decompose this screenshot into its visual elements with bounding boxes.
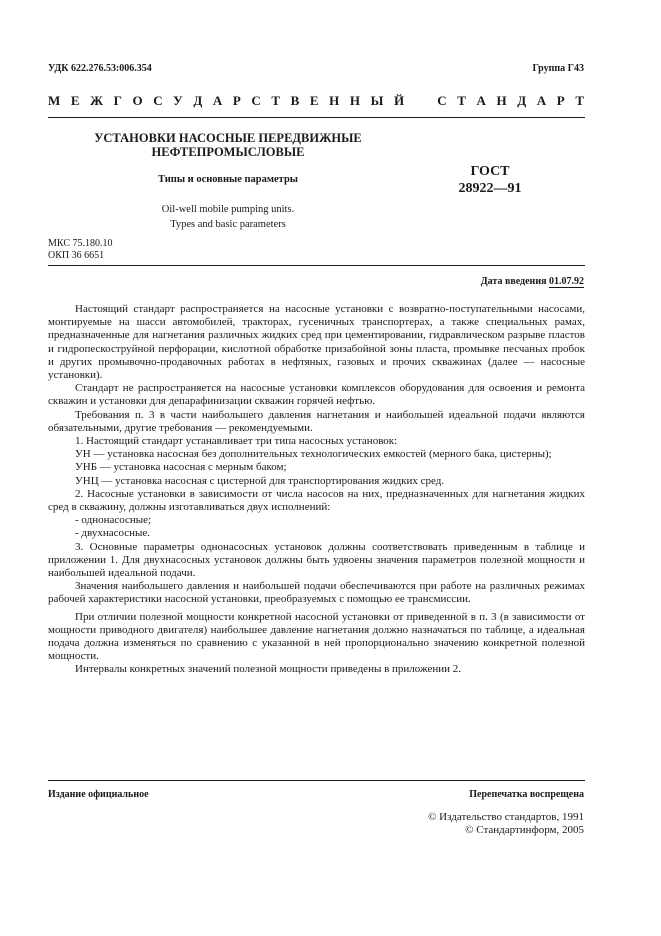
copyright-block [428,811,584,837]
heading-letter: В [290,93,300,108]
title-line-2: НЕФТЕПРОМЫСЛОВЫЕ [151,145,305,159]
heading-letter: Н [496,93,507,108]
heading-letter: Д [517,93,527,108]
mks-code: МКС 75.180.10 [48,238,113,249]
english-title-line-1: Oil-well mobile pumping units. [161,204,295,215]
title-rule [48,265,585,266]
gost-number: 28922—91 [458,181,522,196]
intro-date [481,276,584,287]
intro-date-label: Дата введения [480,276,547,287]
heading-letter: Н [329,93,340,108]
copyright-line-2: © Стандартинформ, 2005 [465,824,584,836]
heading-letter: Ж [90,93,103,108]
paragraph: 3. Основные параметры однонасосных установок должны соответствовать приведенным в таблице и приложении 1. Для двухнасосных установок должны быть удвоены значения параметров полезной мощности и наибольшей идеальной подачи. [48,540,585,580]
heading-letter: Т [575,93,584,108]
copyright-line-1: © Издательство стандартов, 1991 [428,811,584,823]
paragraph: При отличии полезной мощности конкретной насосной установки от приведенной в п. 3 (в зависимости от мощности приводного двигателя) наибольшее давление нагнетания должно назначаться по таблице, а идеальная подача должна изменяться по сравнению с указанной в ней пропорционально значению конкретной полезной мощности. [48,610,585,663]
header-rule [48,117,585,118]
document-body [48,303,585,677]
official-edition: Издание официальное [48,789,149,800]
heading-letter: А [212,93,223,108]
reprint-prohibited: Перепечатка воспрещена [469,789,584,800]
paragraph: 1. Настоящий стандарт устанавливает три типа насосных установок: [75,435,398,448]
heading-letter: С [437,93,447,108]
list-item: - однонасосные; [75,514,152,527]
title-line-1: УСТАНОВКИ НАСОСНЫЕ ПЕРЕДВИЖНЫЕ [94,131,362,145]
paragraph: 2. Насосные установки в зависимости от числа насосов на них, предназначенных для нагнетания жидких сред в скважину, должны изготавливаться двух исполнений: [48,487,585,514]
heading-letter: М [48,93,61,108]
heading-letter: Е [309,93,319,108]
heading-letter: Й [393,93,405,108]
paragraph: Значения наибольшего давления и наибольшей подачи обеспечиваются при работе на различных режимах рабочей характеристики насосной установки, преобразуемых с помощью ее трансмиссии. [48,580,585,606]
paragraph: Настоящий стандарт распространяется на насосные установки с возвратно-поступательными насосами, монтируемые на шасси автомобилей, тракторах, гусеничных транспортерах, а также специальных рамах, предназначенные для нагнетания различных жидких сред при цементировании, гидравлическом разрыве пластов и гидропескоструйной перфорации, кислотной обработке призабойной зоны пласта, промывке песчаных пробок и других промывочно-продавочных работах в нефтяных, газовых и прочих скважинах (далее — насосные установки). [48,303,585,382]
heading-letter: С [153,93,163,108]
paragraph: Интервалы конкретных значений полезной мощности приведены в приложении 2. [75,663,462,676]
heading-letter: Г [113,93,122,108]
paragraph: УНЦ — установка насосная с цистерной для транспортирования жидких сред. [75,474,445,487]
group-code: Группа Г43 [532,63,584,74]
heading-letter: У [173,93,183,108]
english-title [60,202,396,232]
heading-letter: Ы [370,93,384,108]
heading-letter: Д [193,93,203,108]
heading-letter: Н [349,93,361,108]
classification-codes [48,238,112,262]
heading-letter: Р [556,93,565,108]
english-title-line-2: Types and basic parameters [170,219,286,230]
list-item: - двухнасосные. [75,527,151,540]
heading-letter: А [476,93,486,108]
footer-rule [48,780,585,781]
document-subtitle: Типы и основные параметры [157,174,299,185]
heading-letter: Т [271,93,281,108]
gost-label: ГОСТ [470,164,510,179]
heading-letter: О [132,93,143,108]
paragraph: Стандарт не распространяется на насосные установки комплексов оборудования для освоения и ремонта скважин и установки для депарафинизации скважин горячей нефтью. [48,382,585,408]
document-title [60,131,396,159]
udk-code: УДК 622.276.53:006.354 [48,63,152,74]
heading-letter: Е [70,93,80,108]
okp-code: ОКП 36 6651 [48,250,105,261]
heading-letter: Т [457,93,466,108]
paragraph: УНБ — установка насосная с мерным баком; [75,461,287,474]
paragraph: УН — установка насосная без дополнительных технологических емкостей (мерного бака, цистерны); [75,448,552,461]
interstate-standard-heading [48,93,584,109]
gost-designation [430,163,550,197]
intro-date-value: 01.07.92 [549,276,584,287]
heading-letter: С [251,93,261,108]
heading-letter: А [536,93,547,108]
heading-letter: Р [232,93,241,108]
paragraph: Требования п. 3 в части наибольшего давления нагнетания и наибольшей идеальной подачи являются обязательными, другие требования — рекомендуемыми. [48,408,585,434]
